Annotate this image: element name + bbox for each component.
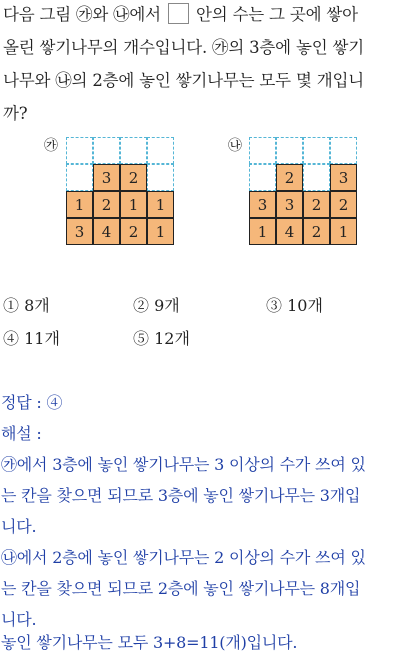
empty-cell — [303, 137, 330, 164]
explanation-line-4: ㉯에서 2층에 놓인 쌓기나무는 2 이상의 수가 쓰여 있 — [1, 548, 366, 567]
explanation-line-5: 는 칸을 찾으면 되므로 2층에 놓인 쌓기나무는 8개입 — [1, 579, 361, 598]
explanation-title: 해설 : — [1, 424, 42, 443]
question-line-3: 나무와 ㉯의 2층에 놓인 쌓기나무는 모두 몇 개입니 — [3, 71, 364, 90]
empty-cell — [303, 164, 330, 191]
block-cell: 1 — [249, 218, 276, 245]
block-cell: 1 — [147, 218, 174, 245]
empty-cell — [93, 137, 120, 164]
block-cell: 3 — [66, 218, 93, 245]
empty-cell — [276, 137, 303, 164]
block-cell: 2 — [276, 164, 303, 191]
block-cell: 3 — [249, 191, 276, 218]
empty-cell — [249, 164, 276, 191]
empty-cell — [249, 137, 276, 164]
question-line-1-pre: 다음 그림 ㉮와 ㉯에서 — [3, 5, 161, 24]
block-cell: 4 — [93, 218, 120, 245]
block-cell: 4 — [276, 218, 303, 245]
option-1[interactable]: ① 8개 — [3, 296, 50, 315]
figure-ga-label: ㉮ — [44, 138, 58, 154]
empty-cell — [330, 137, 357, 164]
option-5[interactable]: ⑤ 12개 — [133, 329, 190, 348]
question-line-2: 올린 쌓기나무의 개수입니다. ㉮의 3층에 놓인 쌓기 — [3, 38, 364, 57]
explanation-line-3: 니다. — [1, 517, 37, 536]
option-4[interactable]: ④ 11개 — [3, 329, 60, 348]
empty-cell — [66, 137, 93, 164]
block-cell: 2 — [120, 164, 147, 191]
explanation-line-6: 니다. — [1, 610, 37, 629]
block-cell: 3 — [330, 164, 357, 191]
block-cell: 2 — [93, 191, 120, 218]
block-cell: 1 — [147, 191, 174, 218]
explanation-line-1: ㉮에서 3층에 놓인 쌓기나무는 3 이상의 수가 쓰여 있 — [1, 455, 366, 474]
block-cell: 1 — [330, 218, 357, 245]
block-cell: 3 — [276, 191, 303, 218]
answer-line: 정답 : ④ — [1, 393, 63, 412]
question-line-1-post: 안의 수는 그 곳에 쌓아 — [196, 5, 358, 24]
empty-cell — [66, 164, 93, 191]
question-line-1 — [3, 3, 358, 26]
empty-cell — [120, 137, 147, 164]
block-cell: 3 — [93, 164, 120, 191]
question-line-4: 까? — [3, 104, 28, 123]
block-cell: 2 — [120, 218, 147, 245]
explanation-line-2: 는 칸을 찾으면 되므로 3층에 놓인 쌓기나무는 3개입 — [1, 486, 361, 505]
figure-na-grid — [249, 137, 357, 245]
explanation-line-7: 놓인 쌓기나무는 모두 3+8=11(개)입니다. — [1, 633, 298, 652]
option-2[interactable]: ② 9개 — [133, 296, 180, 315]
figure-ga-grid — [66, 137, 174, 245]
block-cell: 2 — [303, 218, 330, 245]
figure-na-label: ㉯ — [228, 138, 242, 154]
block-cell: 1 — [120, 191, 147, 218]
empty-cell — [147, 137, 174, 164]
option-3[interactable]: ③ 10개 — [266, 296, 323, 315]
empty-cell — [147, 164, 174, 191]
block-cell: 2 — [303, 191, 330, 218]
block-cell: 1 — [66, 191, 93, 218]
block-cell: 2 — [330, 191, 357, 218]
blank-box-icon — [168, 3, 189, 24]
